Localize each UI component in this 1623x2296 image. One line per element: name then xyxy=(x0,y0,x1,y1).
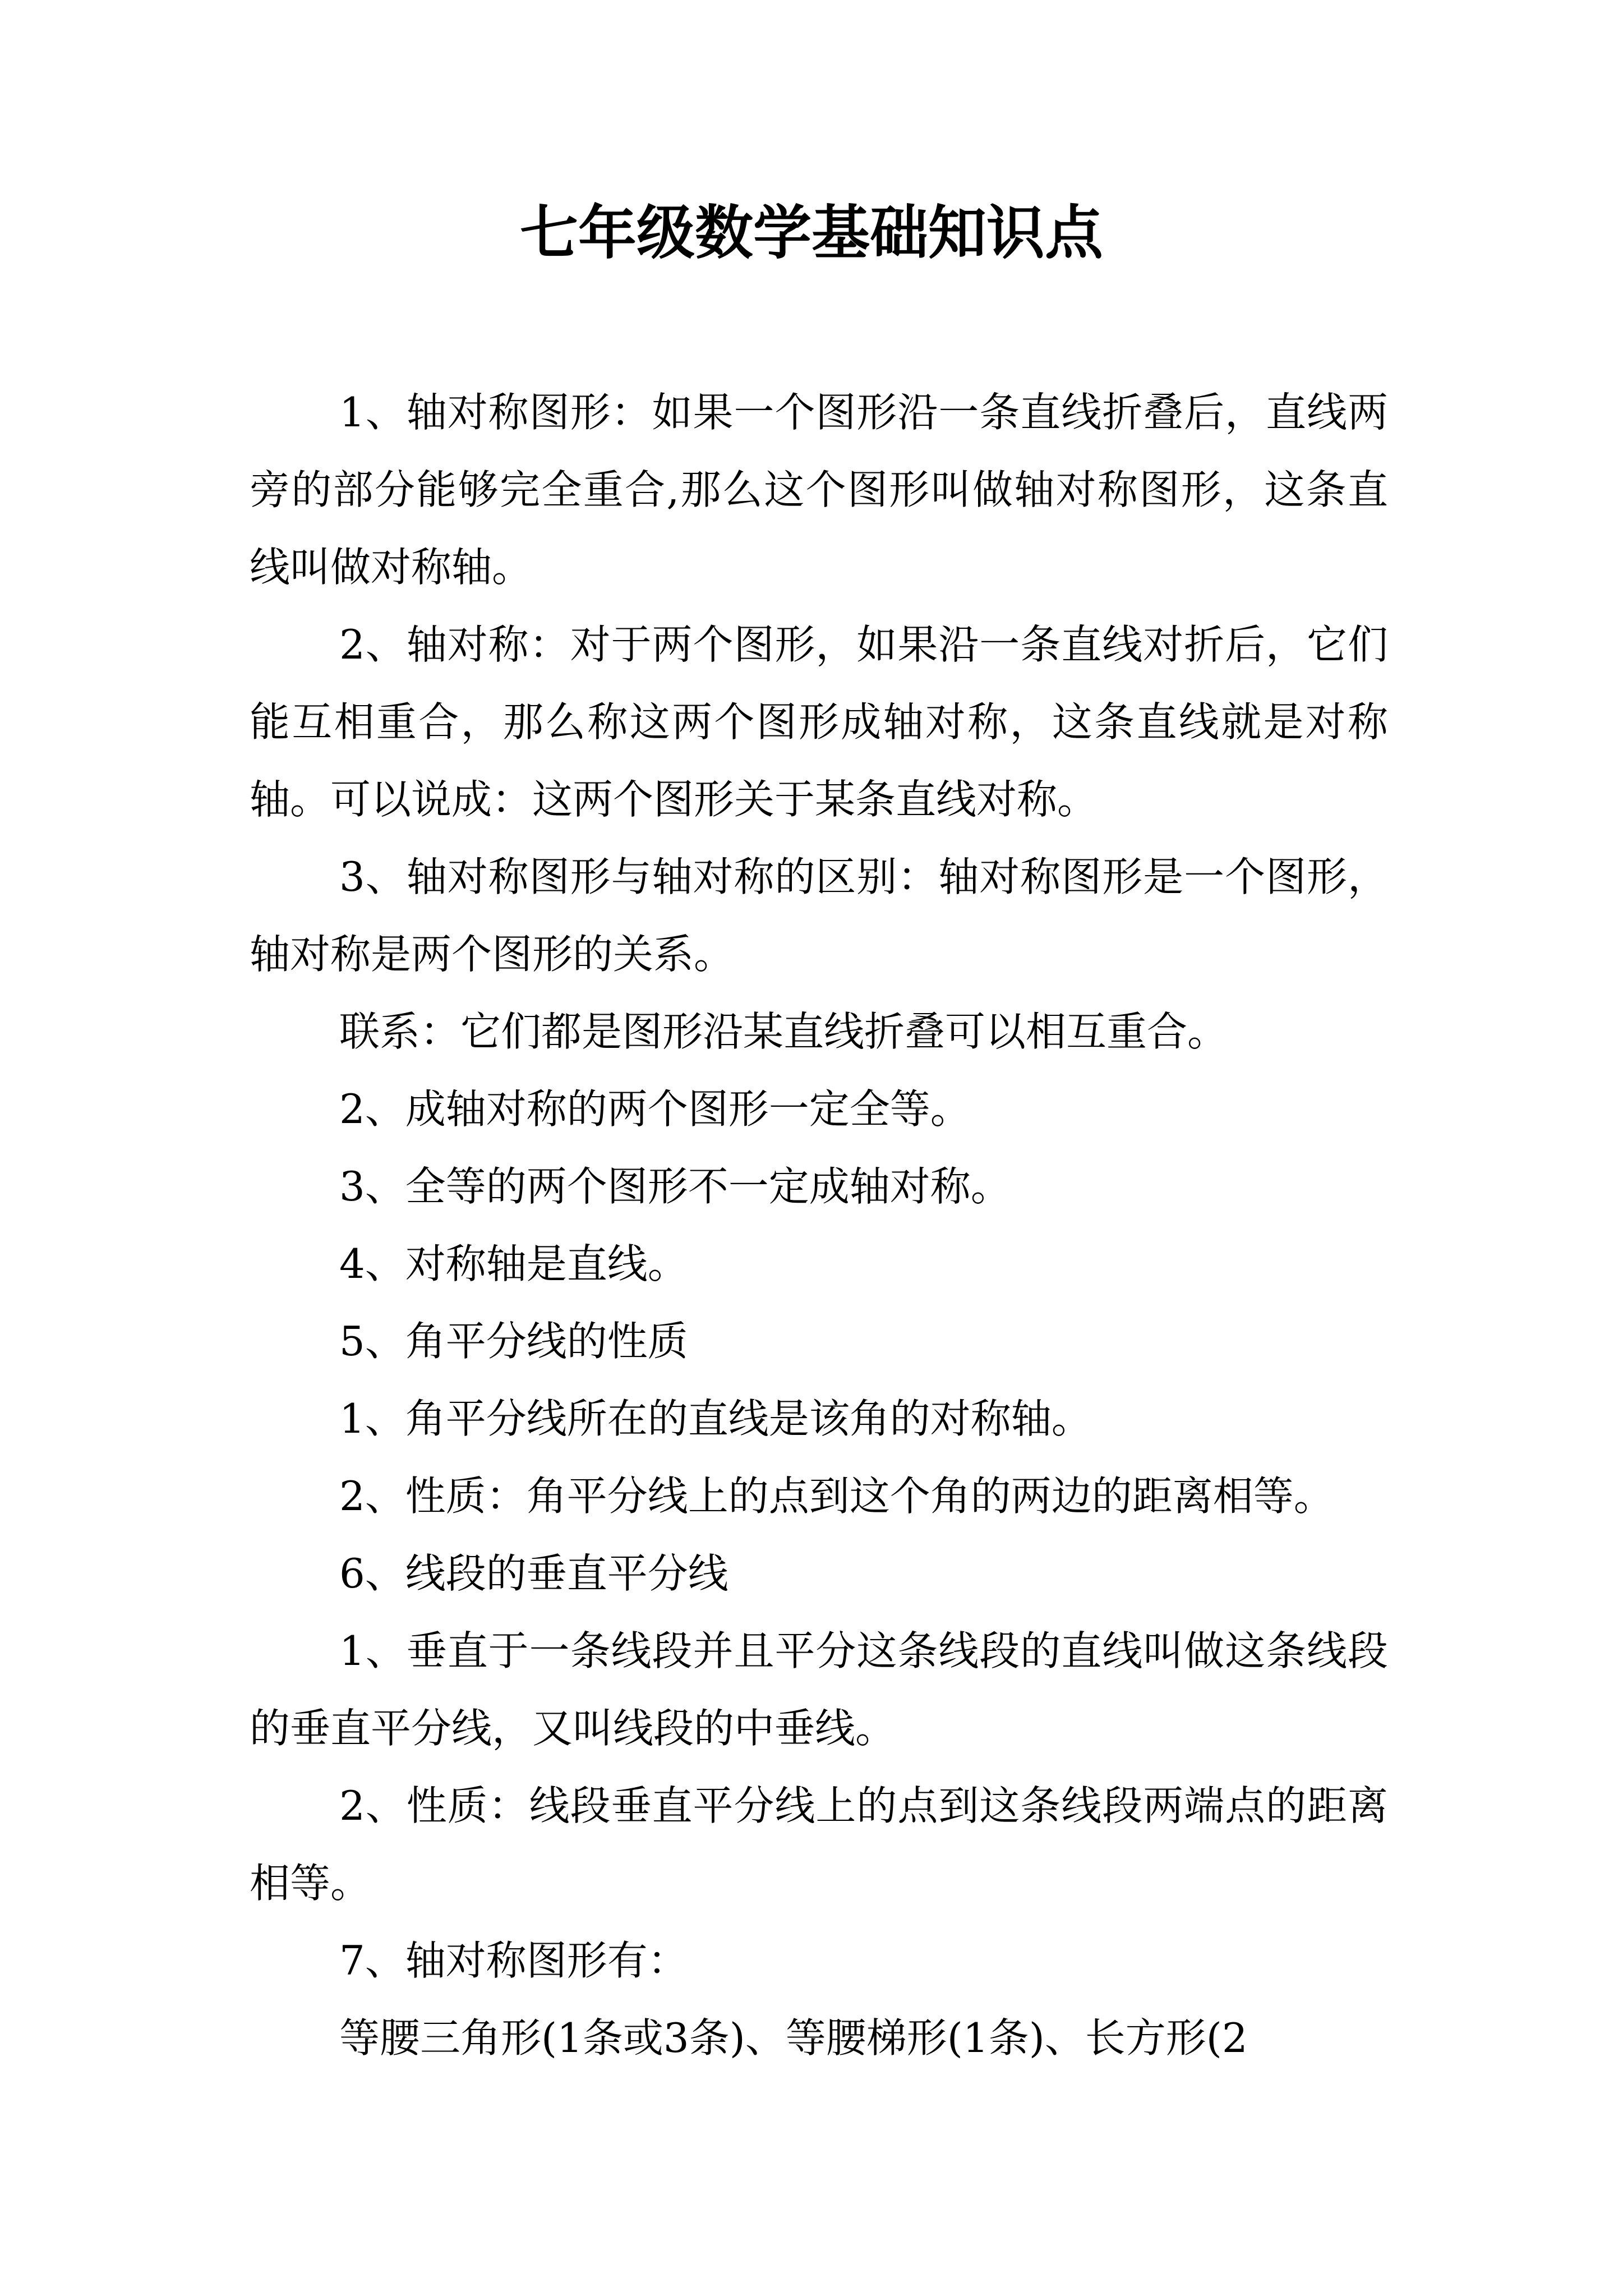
heading-symmetric-figures: 7、轴对称图形有： xyxy=(339,1937,688,1984)
paragraph-perpendicular-bisector-property: 2、性质：线段垂直平分线上的点到这条线段两端点的距离相等。 xyxy=(250,1782,1388,1907)
document-title: 七年级数学基础知识点 xyxy=(519,198,1103,267)
paragraph-axis-symmetric-figure: 1、轴对称图形：如果一个图形沿一条直线折叠后，直线两旁的部分能够完全重合,那么这个图形叫做轴对称图形，这条直线叫做对称轴。 xyxy=(250,389,1388,591)
heading-perpendicular-bisector: 6、线段的垂直平分线 xyxy=(339,1550,728,1597)
paragraph-axis-symmetry: 2、轴对称：对于两个图形，如果沿一条直线对折后，它们能互相重合，那么称这两个图形成轴对称，这条直线就是对称轴。可以说成：这两个图形关于某条直线对称。 xyxy=(250,621,1388,823)
paragraph-not-necessarily-symmetric: 3、全等的两个图形不一定成轴对称。 xyxy=(339,1163,1011,1210)
heading-angle-bisector: 5、角平分线的性质 xyxy=(339,1318,688,1365)
paragraph-congruent: 2、成轴对称的两个图形一定全等。 xyxy=(339,1085,971,1133)
paragraph-bisector-property: 2、性质：角平分线上的点到这个角的两边的距离相等。 xyxy=(339,1473,1334,1520)
paragraph-symmetric-figures-list: 等腰三角形(1条或3条)、等腰梯形(1条)、长方形(2 xyxy=(339,2014,1248,2062)
paragraph-axis-is-line: 4、对称轴是直线。 xyxy=(339,1240,688,1287)
document-body xyxy=(250,374,1388,2077)
paragraph-difference: 3、轴对称图形与轴对称的区别：轴对称图形是一个图形，轴对称是两个图形的关系。 xyxy=(250,853,1388,978)
paragraph-perpendicular-bisector-def: 1、垂直于一条线段并且平分这条线段的直线叫做这条线段的垂直平分线，又叫线段的中垂线。 xyxy=(250,1627,1388,1752)
paragraph-bisector-axis: 1、角平分线所在的直线是该角的对称轴。 xyxy=(339,1395,1092,1442)
paragraph-connection: 联系：它们都是图形沿某直线折叠可以相互重合。 xyxy=(339,1008,1228,1055)
